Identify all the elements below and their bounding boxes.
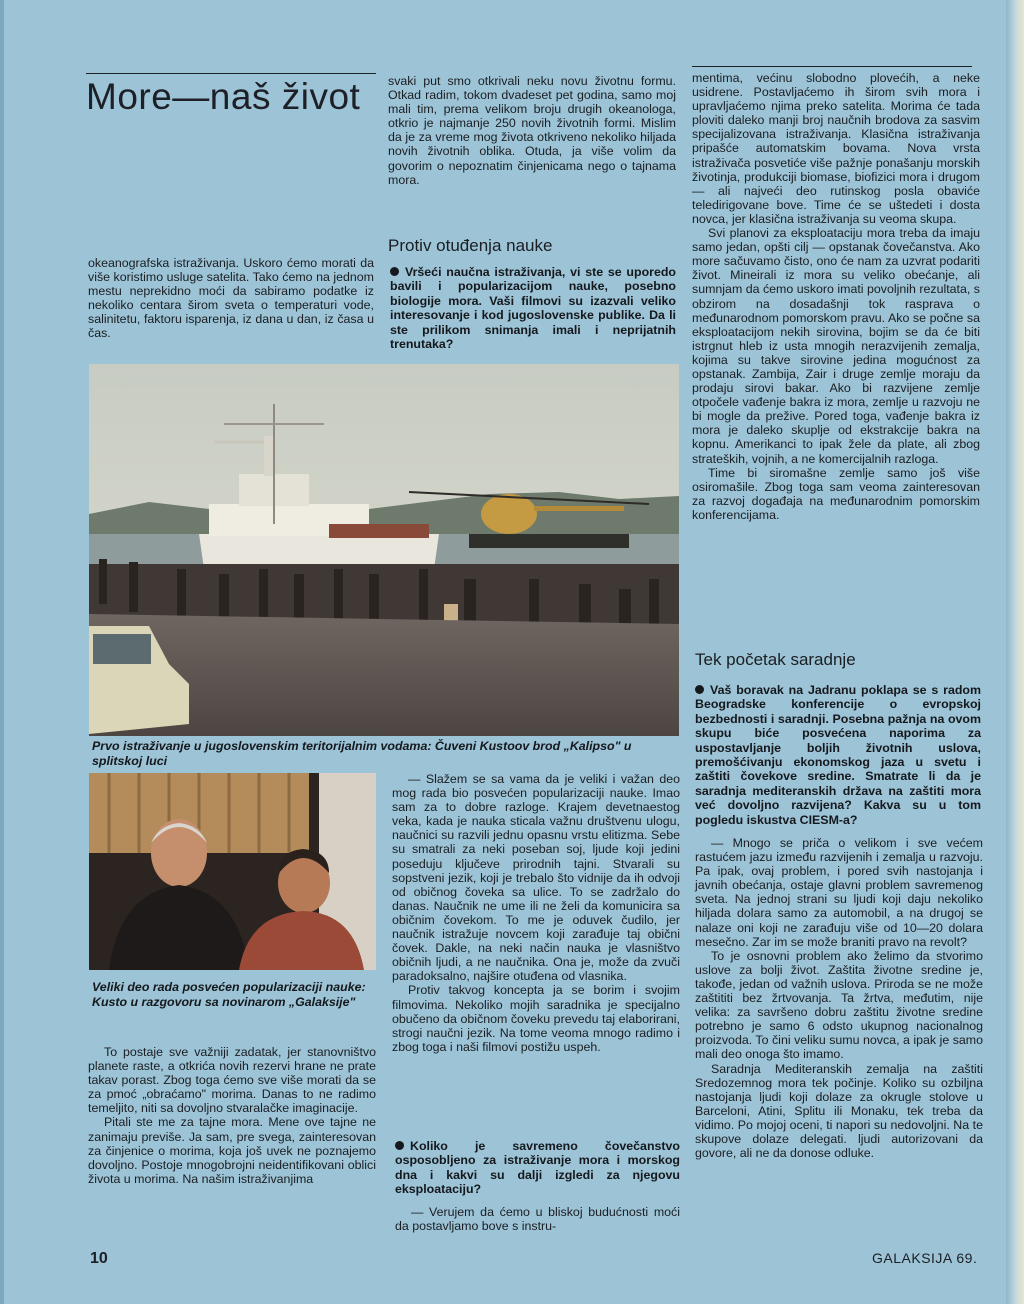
paragraph: To je osnovni problem ako želimo da stvorimo uslove za bolji život. Zaštita životne sredine je, takođe, jedan od važnih uslova. Priroda se ne može zaštititi bez žrtvovanja. Ta žrtva, međutim, nije velika: za savršeno dobru zaštitu životne sredine potrebno je samo 6 odsto ukupnog nacionalnog proizvoda. To čini veliku sumu novca, a ipak je samo mali deo onoga što imamo. (695, 948, 983, 1062)
magazine-spine (1006, 0, 1024, 1304)
bullet-icon (395, 1141, 404, 1150)
bullet-icon (390, 267, 399, 276)
paragraph: mentima, većinu slobodno plovećih, a neke usidrene. Postavljaćemo ih širom svih mora i upravljaćemo njima preko satelita. Morima će tada ploviti daleko manji broj naučnih brodova za sasvim specijalizovana istraživanja. Klasična istraživanja pripašće automatskim bovama. Nova vrsta istraživača posvetiće više pažnje ponašanju morskih životinja, produkciji biomase, biofizici mora i drugom — ali najveći deo rutinskog posla obaviće teledirigovane bove. Time će se uštedeti i dosta novca, jer klasična istraživanja su veoma skupa. (692, 71, 980, 226)
paragraph: — Mnogo se priča o velikom i sve većem rastućem jazu između razvijenih i zemalja u razvoju. Pa ipak, ovaj problem, i pored svih nastojanja i javnih obećanja, ostaje glavni problem savremenog sveta. Na jednoj strani su ljudi koji daju nekoliko hiljada dolara samo za automobil, a na drugoj se nalaze oni koji ne zarađuju više od 10—20 dolara mesečno. Zar im se može braniti pravo na revolt? (695, 836, 983, 949)
subheading-protiv-otudjenja: Protiv otuđenja nauke (388, 236, 553, 255)
photo-interview (89, 773, 376, 970)
title-rule (86, 73, 376, 74)
column2-intro (388, 74, 676, 187)
paragraph: Svi planovi za eksploataciju mora treba da imaju samo jedan, opšti cilj — opstanak čovečanstva. Ako more sačuvamo čisto, ono će nam za uzvrat podariti život. Mineirali iz mora su veliko obećanje, ali sumnjam da ćemo uskoro imati povoljnih rezultata, s obzirom na dosadašnji tok rasprava o međunarodnom pomorskom pravu. Ako se počne sa eksploatacijom nekih sirovina, bojim se da će biti istrgnut hleb iz usta mnogih nerazvijenih zemalja, kojima su takve sirovine jedina mogućnost za opstanak. Zambija, Zair i druge zemlje moraju da prodaju sirovi bakar. Ako bi razvijene zemlje otpočele vađenje bakra iz mora, zemlje u razvoju ne bi mogle da prežive. Pored toga, vađenje bakra iz mora je daleko skuplje od ekstrakcije bakra na kopnu. Amerikanci to ipak žele da plate, ali zbog strateških, vojnih, a ne komercijalnih razloga. (692, 226, 980, 466)
interview-illustration (89, 773, 376, 970)
magazine-folio: GALAKSIJA 69. (872, 1250, 978, 1266)
paragraph: Protiv takvog koncepta ja se borim i svojim filmovima. Nekoliko mojih saradnika je specijalno obučeno da običnom čoveku prevedu taj elaborirani, strogi naučni jezik. Na tome veoma mnogo radimo i zbog toga i naši filmovi postižu uspeh. (392, 983, 680, 1054)
paragraph: — Slažem se sa vama da je veliki i važan deo mog rada bio posvećen popularizaciji nauke. Imao sam za to dobre razloge. Krajem devetnaestog veka, kada je nauka sticala važnu društvenu ulogu, naučnici su razvili jednu opasnu vrstu elitizma. Sebe su smatrali za neki poseban soj, ljude koji jedini poseduju ključeve prirodnih tajni. Stvarali su sopstveni jezik, koji je trebalo što vidnije da ih odvoji od običnog čoveka sa ulice. To se zadržalo do danas. Naučnik ne ume ili ne želi da komunicira sa običnim čovekom. To me je oduvek čudilo, jer naučnik istražuje novcem koji zarađuje taj obični čovek. Dakle, na neki način nauka je vlasništvo običnih ljudi, a ne naučnika. Ona je, može da zvuči paradoksalno, najšire otuđena od vlasnika. (392, 772, 680, 984)
column1-bottom (88, 1045, 376, 1186)
paragraph: Pitali ste me za tajne mora. Mene ove tajne ne zanimaju previše. Ja sam, pre svega, zainteresovan za činjenice o morima, koja još uvek ne poznajemo dovoljno. Postoje mnogobrojni neidentifikovani oblici života u morima. Na našim istraživanjima (88, 1115, 376, 1186)
column3-top (692, 71, 980, 522)
harbour-illustration (89, 364, 679, 736)
paragraph: To postaje sve važniji zadatak, jer stanovništvo planete raste, a otkrića novih rezervi hrane ne prate takav porast. Zbog toga ćemo sve više morati da se za pmoć „obraćamo" morima. Danas to ne radimo temeljito, niti sa dovoljno stvaralačke imaginacije. (88, 1045, 376, 1116)
question-text: Vršeći naučna istraživanja, vi ste se uporedo bavili i popularizacijom nauke, posebno biologije mora. Vaši filmovi su izazvali veliko interesovanje i kod jugoslovenske publike. Da li ste prilikom snimanja imali i neprijatnih trenutaka? (390, 265, 676, 352)
column3-bottom (695, 836, 983, 1160)
column-rule (692, 66, 972, 67)
interview-question-2 (695, 683, 981, 827)
column1-intro (88, 256, 374, 341)
page-number: 10 (90, 1250, 108, 1267)
photo-calypso-harbour (89, 364, 679, 736)
question-text: Vaš boravak na Jadranu poklapa se s radom Beogradske konferencije o evropskoj bezbednosti i saradnji. Posebna pažnja na ovom skupu biće posvećena naporima za uspostavljanje boljih životnih uslova, premošćivanju ekonomskog jaza u svetu i zaštiti čovekove sredine. Smatrate li da je saradnja mediteranskih država na zaštiti mora već dovoljno razvijena? Kakva su u tom pogledu iskustva CIESM-a? (695, 683, 981, 827)
paragraph: — Verujem da ćemo u bliskoj budućnosti moći da postavljamo bove s instru- (395, 1205, 680, 1234)
article-title: More—naš život (86, 76, 361, 117)
subheading-tek-pocetak: Tek početak saradnje (695, 650, 856, 669)
paragraph: Saradnja Mediteranskih zemalja na zaštiti Sredozemnog mora tek počinje. Koliko su ozbiljna nastojanja ljudi koji dolaze za okrugle stolove u Barceloni, Atini, Splitu ili Monaku, tek treba da vidimo. Po mojoj oceni, ti napori su nedovoljni. Na te skupove dolaze delegati. ljudi autorizovani da govore, ali ne da donose odluke. (695, 1061, 983, 1161)
paragraph: Time bi siromašne zemlje samo još više osiromašile. Zbog toga sam veoma zainteresovan za razvoj događaja na međunarodnim pomorskim konferencijama. (692, 465, 980, 522)
photo-caption-1: Prvo istraživanje u jugoslovenskim teritorijalnim vodama: Čuveni Kustoov brod „Kalipso" u splitskoj luci (92, 739, 632, 768)
question-text: Koliko je savremeno čovečanstvo osposobljeno za istraživanje mora i morskog dna i kakvi su dalji izgledi za njegovu eksploataciju? (395, 1139, 680, 1197)
photo-caption-2: Veliki deo rada posvećen popularizaciji nauke: Kusto u razgovoru sa novinarom „Galaksije" (92, 980, 366, 1009)
paragraph: svaki put smo otkrivali neku novu životnu formu. Otkad radim, tokom dvadeset pet godina, samo moj mali tim, prema velikom broju drugih okeanologa, otkrio je najmanje 250 novih životnih formi. Mislim da je za vreme mog života otkriveno nekoliko hiljada novih životnih oblika. Otuda, ja više volim da govorim o nepoznatim činjenicama nego o tajnama mora. (388, 74, 676, 187)
interview-question-1 (390, 265, 676, 351)
interview-question-3 (395, 1139, 680, 1197)
column2-bottom (392, 772, 680, 1054)
column2-last (395, 1205, 680, 1233)
bullet-icon (695, 685, 704, 694)
page-left-edge (0, 0, 4, 1304)
paragraph: okeanografska istraživanja. Uskoro ćemo morati da više koristimo usluge satelita. Tako ćemo na jednom mestu neprekidno moći da sabiramo podatke iz nekoliko centara širom sveta o temperaturi vode, salinitetu, faktoru isparenja, iz dana u dan, iz časa u čas. (88, 256, 374, 341)
